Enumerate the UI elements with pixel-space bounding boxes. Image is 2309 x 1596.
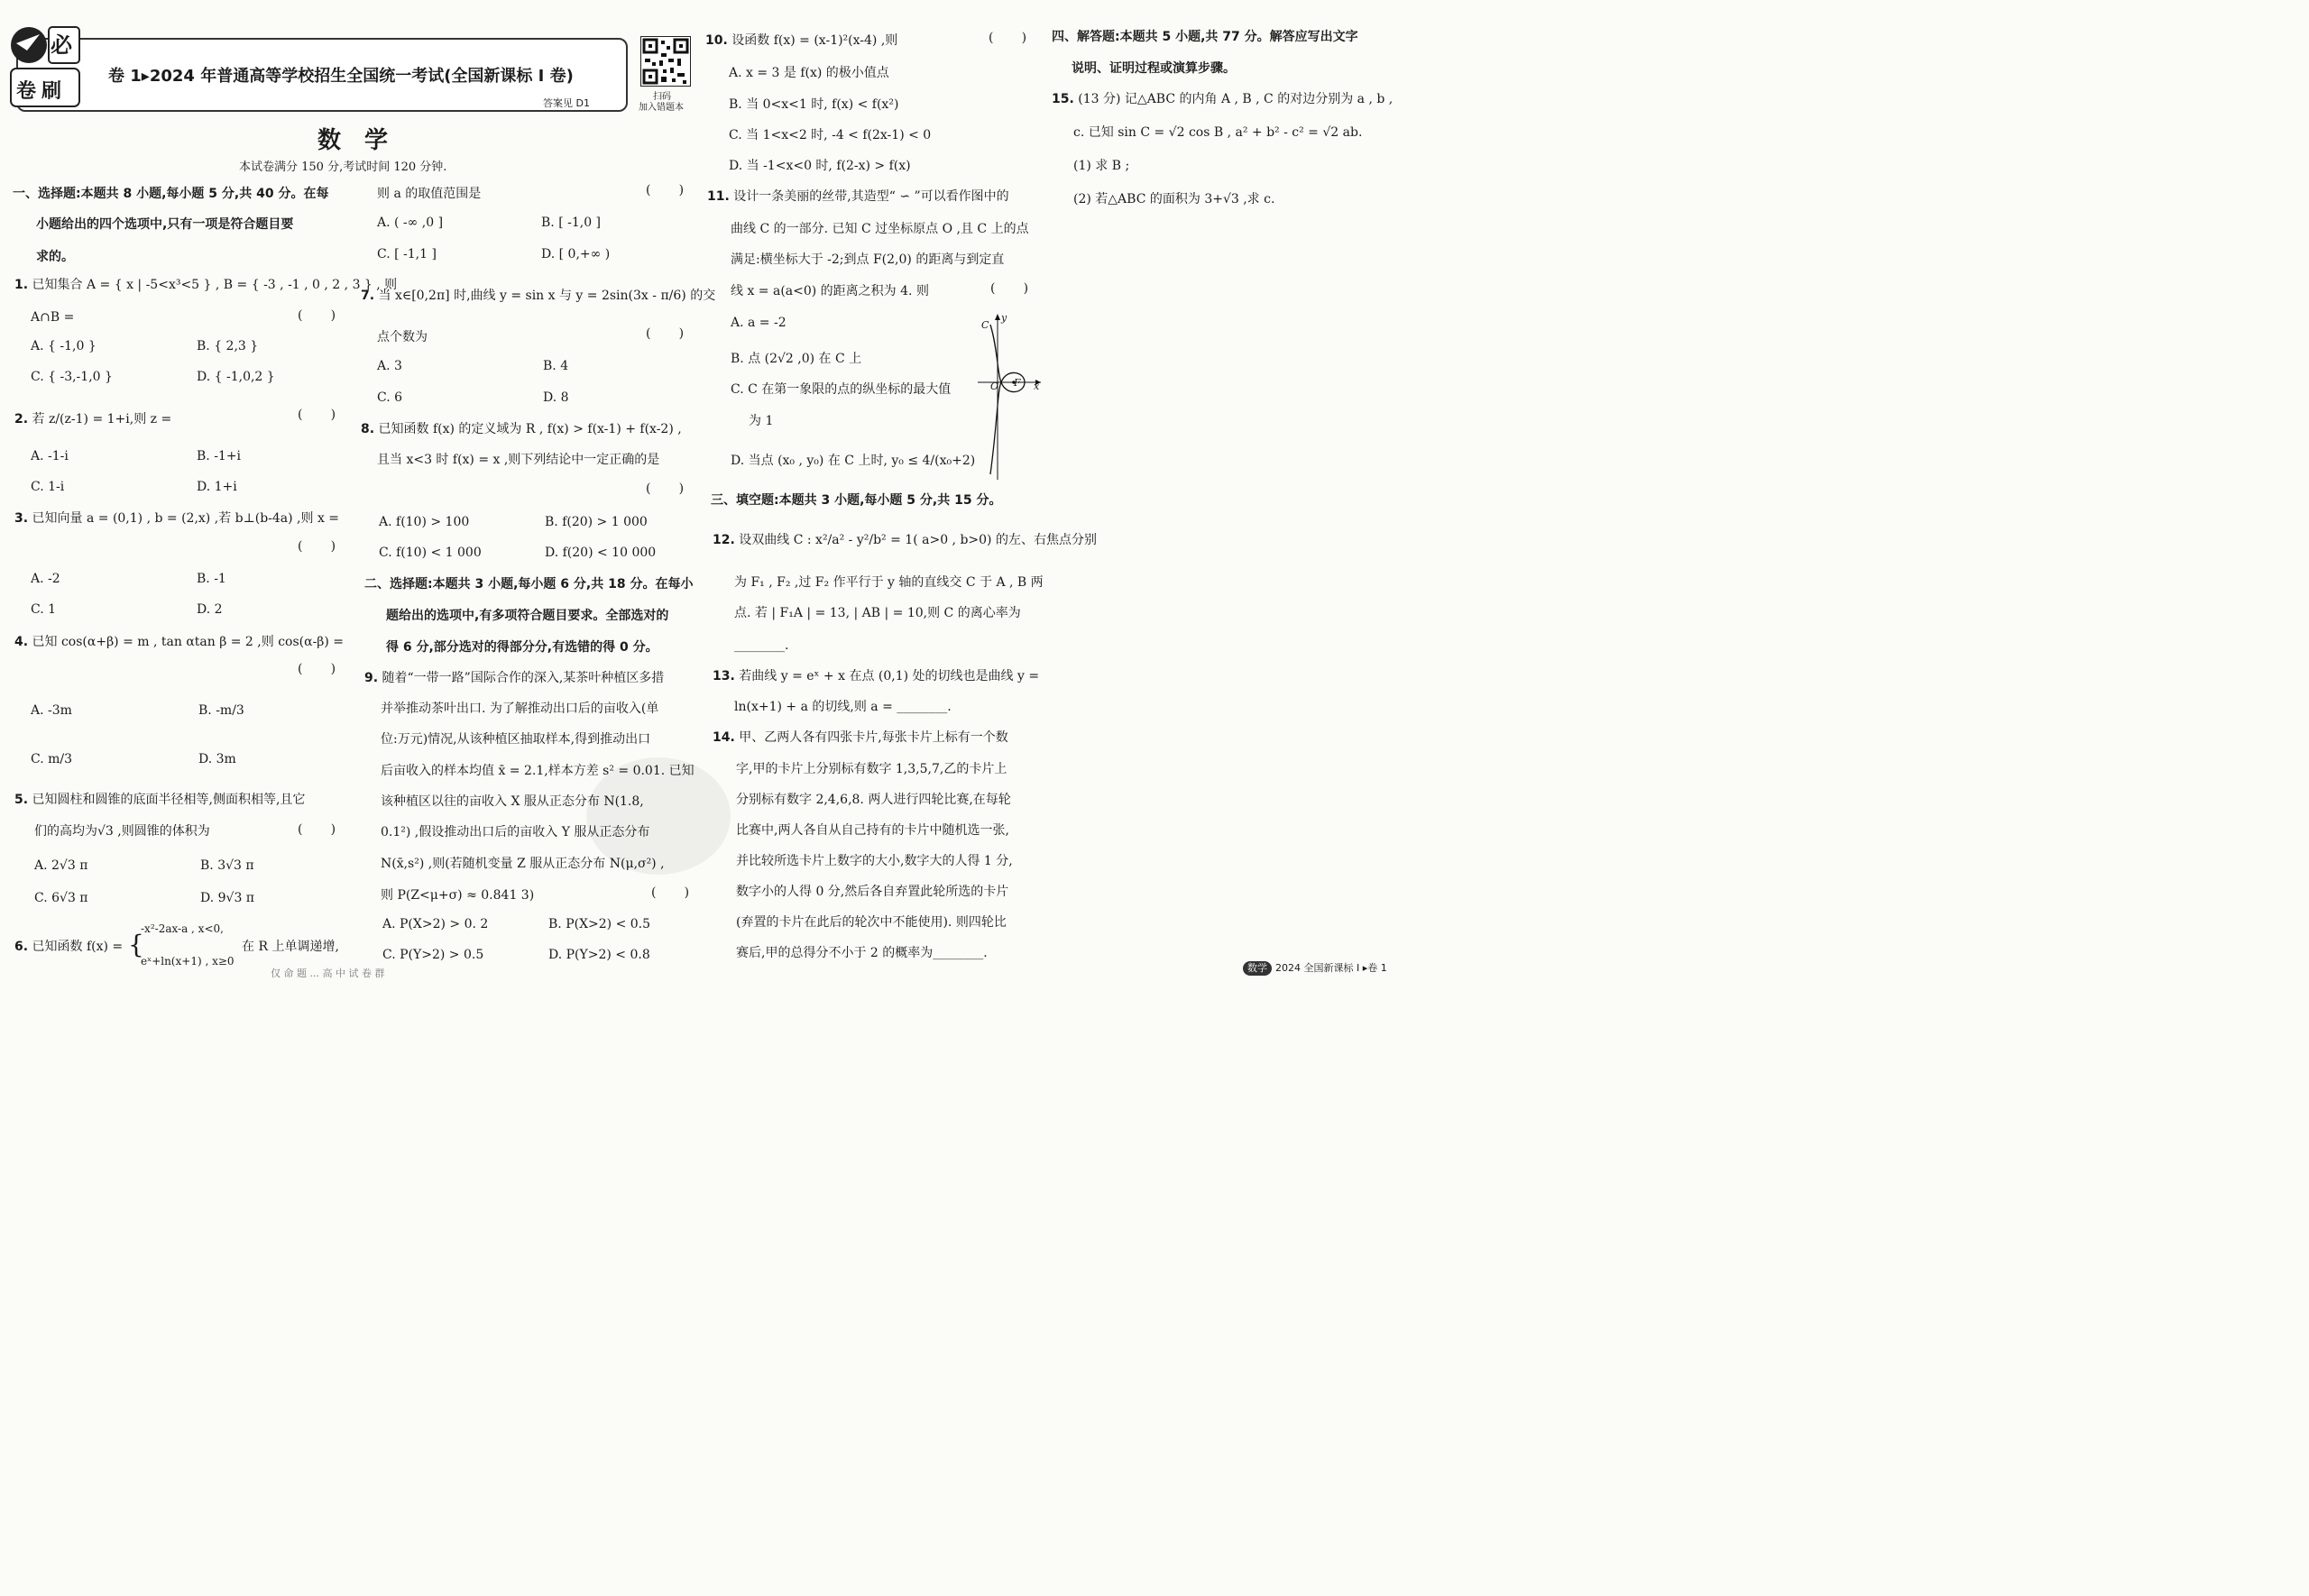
option-a: A. -2 xyxy=(31,572,60,586)
graph-label-origin: O xyxy=(990,381,999,392)
question-11-line3: 满足:横坐标大于 -2;到点 F(2,0) 的距离与到定直 xyxy=(731,252,1005,267)
question-9-line5: 该种植区以往的亩收入 X 服从正态分布 N(1.8, xyxy=(381,794,644,809)
option-c: C. { -3,-1,0 } xyxy=(31,370,113,384)
question-13-line2[interactable]: ln(x+1) + a 的切线,则 a = ________. xyxy=(734,700,952,714)
question-9-line8: 则 P(Z<μ+σ) ≈ 0.841 3) xyxy=(381,888,535,903)
question-text: 随着“一带一路”国际合作的深入,某茶叶种植区多措 xyxy=(382,671,665,685)
option-d: D. 1+i xyxy=(197,480,237,494)
option-b: B. 点 (2√2 ,0) 在 C 上 xyxy=(731,352,862,366)
question-text: 甲、乙两人各有四张卡片,每张卡片上标有一个数 xyxy=(739,730,1008,745)
question-12-blank[interactable]: ________. xyxy=(734,638,789,653)
option-c: C. P(Y>2) > 0.5 xyxy=(382,948,484,962)
curve-graph-figure xyxy=(978,312,1043,480)
question-15-part-2: (2) 若△ABC 的面积为 3+√3 ,求 c. xyxy=(1073,192,1275,206)
option-c: C. m/3 xyxy=(31,752,73,766)
option-c: C. 6 xyxy=(377,390,403,405)
section-3-heading: 三、填空题:本题共 3 小题,每小题 5 分,共 15 分。 xyxy=(711,493,1002,508)
option-a: A. f(10) > 100 xyxy=(379,515,470,529)
question-2 xyxy=(14,410,171,428)
question-14-line3: 分别标有数字 2,4,6,8. 两人进行四轮比赛,在每轮 xyxy=(736,793,1011,807)
question-number: 2. xyxy=(14,412,29,427)
option-c: C. 1-i xyxy=(31,480,65,494)
qr-caption-add: 加入错题本 xyxy=(639,103,684,113)
question-text: 若曲线 y = eˣ + x 在点 (0,1) 处的切线也是曲线 y = xyxy=(739,669,1040,683)
answer-reference: 答案见 D1 xyxy=(543,97,590,109)
option-d: D. { -1,0,2 } xyxy=(197,370,275,384)
footer-cut-text: 仅 命 题 ... 高 中 试 卷 群 xyxy=(271,968,385,979)
question-number: 7. xyxy=(361,289,375,303)
option-d: D. 8 xyxy=(543,390,569,405)
exam-title: 卷 1▸2024 年普通高等学校招生全国统一考试(全国新课标 I 卷) xyxy=(108,67,574,86)
question-number: 10. xyxy=(705,33,728,48)
question-11-line2: 曲线 C 的一部分. 已知 C 过坐标原点 O ,且 C 上的点 xyxy=(731,222,1029,236)
option-a: A. -1-i xyxy=(31,449,69,463)
section-1-heading-line3: 求的。 xyxy=(36,250,74,264)
question-12-line2: 为 F₁ , F₂ ,过 F₂ 作平行于 y 轴的直线交 C 于 A , B 两 xyxy=(734,575,1044,590)
question-number: 12. xyxy=(713,533,735,547)
question-text: 已知 cos(α+β) = m , tan αtan β = 2 ,则 cos(α-β) = xyxy=(32,635,345,649)
exam-intro: 本试卷满分 150 分,考试时间 120 分钟. xyxy=(239,161,447,174)
option-b: B. 3√3 π xyxy=(200,858,254,873)
option-c: C. 6√3 π xyxy=(34,891,88,905)
option-a: A. { -1,0 } xyxy=(31,339,97,353)
answer-blank[interactable]: ( ) xyxy=(298,822,336,837)
question-15 xyxy=(1052,90,1393,108)
question-14 xyxy=(713,729,1008,747)
option-d: D. 2 xyxy=(197,602,223,617)
watermark-seal-icon xyxy=(586,757,731,875)
option-c: C. 当 1<x<2 时, -4 < f(2x-1) < 0 xyxy=(729,128,932,142)
section-1-heading-line2: 小题给出的四个选项中,只有一项是符合题目要 xyxy=(36,217,294,232)
section-4-heading: 四、解答题:本题共 5 小题,共 77 分。解答应写出文字 xyxy=(1052,30,1358,44)
option-a: A. x = 3 是 f(x) 的极小值点 xyxy=(729,66,889,80)
question-3 xyxy=(14,509,339,527)
option-a: A. a = -2 xyxy=(731,316,787,330)
question-13 xyxy=(713,667,1039,685)
graph-label-c: C xyxy=(981,319,989,331)
question-number: 11. xyxy=(707,189,730,204)
piecewise-case-2: eˣ+ln(x+1) , x≥0 xyxy=(141,955,235,968)
qr-caption-scan: 扫码 xyxy=(653,92,671,102)
footer-text: 2024 全国新课标 I ▸卷 1 xyxy=(1275,962,1387,974)
option-d: D. f(20) < 10 000 xyxy=(545,546,657,560)
question-text: 已知函数 f(x) = xyxy=(32,940,124,954)
question-11-line4: 线 x = a(a<0) 的距离之积为 4. 则 xyxy=(731,284,929,298)
question-5 xyxy=(14,791,305,809)
question-6-line2: 则 a 的取值范围是 xyxy=(377,187,482,201)
question-number: 13. xyxy=(713,669,735,683)
subject-title: 数学 xyxy=(317,127,412,154)
question-7 xyxy=(361,287,715,305)
option-c: C. [ -1,1 ] xyxy=(377,247,437,261)
option-b: B. P(X>2) < 0.5 xyxy=(548,917,651,931)
option-c: C. C 在第一象限的点的纵坐标的最大值 xyxy=(731,382,952,397)
section-2-heading-line3: 得 6 分,部分选对的得部分分,有选错的得 0 分。 xyxy=(386,640,658,655)
question-text: 设双曲线 C : x²/a² - y²/b² = 1( a>0 , b>0) 的左、右焦点分别 xyxy=(739,533,1097,547)
question-12 xyxy=(713,531,1097,549)
option-a: A. P(X>2) > 0. 2 xyxy=(382,917,489,931)
question-11 xyxy=(707,188,1009,206)
option-d: D. P(Y>2) < 0.8 xyxy=(548,948,650,962)
question-6-line1b: 在 R 上单调递增, xyxy=(242,940,339,954)
question-10 xyxy=(705,32,897,50)
option-b: B. { 2,3 } xyxy=(197,339,259,353)
question-text: 若 z/(z-1) = 1+i,则 z = xyxy=(32,412,172,427)
brace-icon: { xyxy=(128,930,144,959)
option-b: B. -1 xyxy=(197,572,226,586)
question-number: 6. xyxy=(14,940,29,954)
question-14-line7: (弃置的卡片在此后的轮次中不能使用). 则四轮比 xyxy=(736,915,1007,930)
option-d: D. 当点 (x₀ , y₀) 在 C 上时, y₀ ≤ 4/(x₀+2) xyxy=(731,454,976,468)
question-text: (13 分) 记△ABC 的内角 A , B , C 的对边分别为 a , b , xyxy=(1078,92,1394,106)
answer-blank[interactable]: ( ) xyxy=(298,539,336,554)
question-number: 3. xyxy=(14,511,29,526)
question-text: 已知向量 a = (0,1) , b = (2,x) ,若 b⊥(b-4a) ,则 x = xyxy=(32,511,340,526)
answer-blank[interactable]: ( ) xyxy=(646,326,685,341)
option-b: B. f(20) > 1 000 xyxy=(545,515,648,529)
graph-label-focus: F xyxy=(1014,377,1021,389)
question-number: 9. xyxy=(364,671,379,685)
question-9-line4: 后亩收入的样本均值 x̄ = 2.1,样本方差 s² = 0.01. 已知 xyxy=(381,764,695,778)
question-9-line3: 位:万元)情况,从该种植区抽取样本,得到推动出口 xyxy=(381,732,651,747)
question-1-line2: A∩B = xyxy=(31,310,75,325)
question-text: 已知集合 A = { x | -5<x³<5 } , B = { -3 , -1 , 0 , 2 , 3 } , 则 xyxy=(32,278,398,292)
question-15-line2: c. 已知 sin C = √2 cos B , a² + b² - c² = √2 ab. xyxy=(1073,125,1363,140)
answer-blank[interactable]: ( ) xyxy=(298,408,336,422)
option-c-line2: 为 1 xyxy=(749,414,774,428)
answer-blank[interactable]: ( ) xyxy=(651,885,690,900)
answer-blank[interactable]: ( ) xyxy=(298,308,336,323)
option-d: D. 9√3 π xyxy=(200,891,255,905)
question-number: 4. xyxy=(14,635,29,649)
option-a: A. 2√3 π xyxy=(34,858,88,873)
option-b: B. -m/3 xyxy=(198,703,244,718)
question-4 xyxy=(14,633,344,651)
section-2-heading: 二、选择题:本题共 3 小题,每小题 6 分,共 18 分。在每小 xyxy=(364,577,694,592)
question-14-line8[interactable]: 赛后,甲的总得分不小于 2 的概率为________. xyxy=(736,946,988,960)
question-number: 14. xyxy=(713,730,735,745)
question-text: 已知圆柱和圆锥的底面半径相等,侧面积相等,且它 xyxy=(32,793,306,807)
option-b: B. 4 xyxy=(543,359,569,373)
answer-blank[interactable]: ( ) xyxy=(989,31,1027,45)
question-8-line2: 且当 x<3 时 f(x) = x ,则下列结论中一定正确的是 xyxy=(377,453,660,467)
question-12-line3: 点. 若 | F₁A | = 13, | AB | = 10,则 C 的离心率为 xyxy=(734,606,1021,620)
question-text: 设计一条美丽的丝带,其造型“ ∽ ”可以看作图中的 xyxy=(733,189,1009,204)
qr-code-icon[interactable] xyxy=(640,36,691,87)
question-number: 5. xyxy=(14,793,29,807)
graph-label-x: x xyxy=(1034,381,1040,392)
question-9-line7: N(x̄,s²) ,则(若随机变量 Z 服从正态分布 N(μ,σ²) , xyxy=(381,857,665,871)
question-6 xyxy=(14,938,123,956)
question-1 xyxy=(14,276,397,294)
option-d: D. [ 0,+∞ ) xyxy=(541,247,611,261)
option-b: B. [ -1,0 ] xyxy=(541,216,602,230)
question-9 xyxy=(364,669,664,687)
question-9-line6: 0.1²) ,假设推动出口后的亩收入 Y 服从正态分布 xyxy=(381,825,650,839)
question-14-line2: 字,甲的卡片上分别标有数字 1,3,5,7,乙的卡片上 xyxy=(736,762,1007,776)
graph-label-y: y xyxy=(1001,312,1007,324)
option-d: D. 3m xyxy=(198,752,236,766)
logo-text-bottom: 卷刷 xyxy=(16,80,68,103)
option-b: B. -1+i xyxy=(197,449,242,463)
section-4-heading-line2: 说明、证明过程或演算步骤。 xyxy=(1072,61,1236,76)
question-7-line2: 点个数为 xyxy=(377,330,428,344)
question-number: 15. xyxy=(1052,92,1074,106)
question-text: 当 x∈[0,2π] 时,曲线 y = sin x 与 y = 2sin(3x - π/6) 的交 xyxy=(378,289,716,303)
logo-text-top: 必 xyxy=(51,32,72,58)
option-a: A. ( -∞ ,0 ] xyxy=(377,216,444,230)
answer-blank[interactable]: ( ) xyxy=(298,662,336,676)
question-8 xyxy=(361,420,682,438)
footer-subject-badge: 数学 xyxy=(1243,961,1272,976)
section-1-heading: 一、选择题:本题共 8 小题,每小题 5 分,共 40 分。在每 xyxy=(13,187,329,201)
section-2-heading-line2: 题给出的选项中,有多项符合题目要求。全部选对的 xyxy=(386,609,669,623)
question-text: 已知函数 f(x) 的定义域为 R , f(x) > f(x-1) + f(x-2) , xyxy=(378,422,682,436)
answer-blank[interactable]: ( ) xyxy=(990,281,1029,296)
question-14-line4: 比赛中,两人各自从自己持有的卡片中随机选一张, xyxy=(736,823,1009,838)
question-text: 设函数 f(x) = (x-1)²(x-4) ,则 xyxy=(731,33,898,48)
question-9-line2: 并举推动茶叶出口. 为了解推动出口后的亩收入(单 xyxy=(381,702,659,716)
question-14-line5: 并比较所选卡片上数字的大小,数字大的人得 1 分, xyxy=(736,854,1013,868)
option-a: A. 3 xyxy=(377,359,402,373)
answer-blank[interactable]: ( ) xyxy=(646,482,685,496)
piecewise-case-1: -x²-2ax-a , x<0, xyxy=(141,922,224,935)
question-number: 8. xyxy=(361,422,375,436)
option-c: C. 1 xyxy=(31,602,57,617)
question-number: 1. xyxy=(14,278,29,292)
question-15-part-1: (1) 求 B ; xyxy=(1073,159,1130,173)
question-5-line2: 们的高均为√3 ,则圆锥的体积为 xyxy=(34,824,210,839)
answer-blank[interactable]: ( ) xyxy=(646,183,685,197)
question-14-line6: 数字小的人得 0 分,然后各自弃置此轮所选的卡片 xyxy=(736,885,1009,899)
option-a: A. -3m xyxy=(31,703,72,718)
option-d: D. 当 -1<x<0 时, f(2-x) > f(x) xyxy=(729,159,911,173)
option-c: C. f(10) < 1 000 xyxy=(379,546,482,560)
option-b: B. 当 0<x<1 时, f(x) < f(x²) xyxy=(729,97,899,112)
